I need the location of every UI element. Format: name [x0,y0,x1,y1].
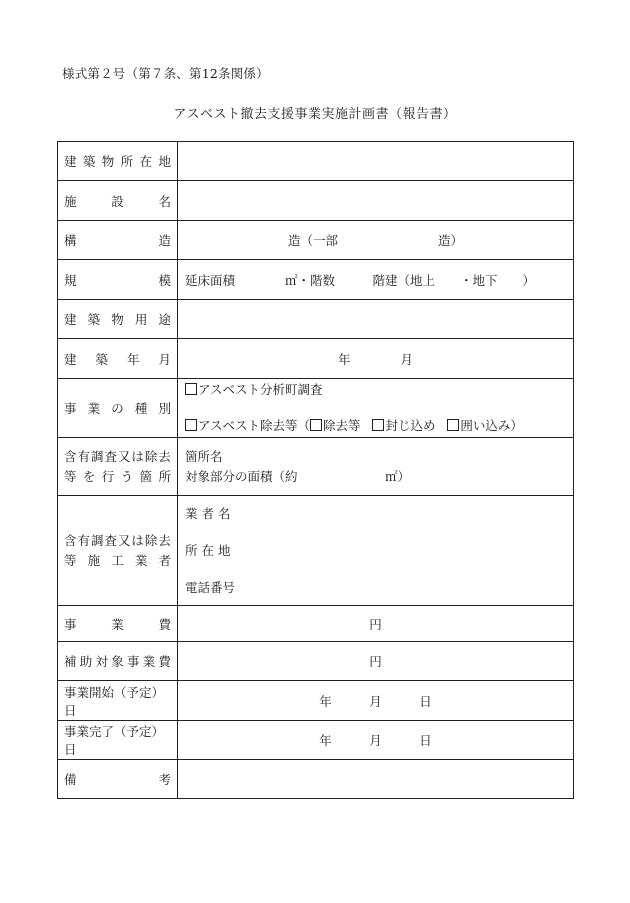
label-char: 考 [158,772,171,787]
label-char: 者 [158,552,171,568]
option-asbestos-survey-label: アスベスト分析町調査 [198,382,323,397]
label-remarks [58,760,178,799]
label-char: 別 [158,401,171,416]
label-text [64,467,171,487]
work-location-name: 箇所名 [185,448,223,464]
label-text [64,447,171,467]
checkbox-icon[interactable] [185,383,197,395]
row-structure [58,221,574,260]
label-char: 工 [111,552,124,568]
label-char: 費 [158,616,171,632]
field-subsidy-cost[interactable]: 円 [178,642,574,681]
field-scale[interactable]: 延床面積 ㎡・階数 階建（地上 ・地下 ） [178,260,574,300]
document-title: アスベスト撤去支援事業実施計画書（報告書） [173,107,457,122]
label-text [64,615,171,633]
label-char: 箇 [139,468,153,484]
label-char: 業 [134,552,148,568]
option-removal-prefix: アスベスト除去等（ [198,418,311,433]
field-project-cost[interactable]: 円 [178,606,574,642]
field-contractor[interactable] [178,496,574,606]
contractor-name-label: 業 者 名 [185,506,231,521]
application-form-table [57,141,574,799]
label-text [64,551,171,571]
field-building-use[interactable] [178,300,574,339]
label-end-date [58,721,178,760]
label-char: 築 [82,154,96,169]
label-char: 種 [134,401,148,416]
label-start-date [58,681,178,721]
option-asbestos-removal[interactable] [185,417,573,435]
label-char: を [82,468,96,484]
label-char: 象 [111,654,124,669]
label-text [64,770,171,788]
label-char: 設 [111,193,124,209]
label-char: 事 [64,616,77,632]
label-work-location [58,438,178,496]
label-char: 含 [64,448,77,464]
label-char: 造 [158,233,171,248]
label-char: 建 [64,312,77,327]
label-char: 施 [87,552,101,568]
label-char: う [120,468,134,484]
label-char: 事 [126,654,140,669]
label-char: 助 [79,654,93,669]
label-char: 築 [87,312,101,327]
label-text [64,152,171,170]
label-char: 物 [101,154,115,169]
label-building-use [58,300,178,339]
label-char: 除 [144,448,158,464]
label-char: 含 [64,532,77,548]
label-char: 名 [158,193,171,209]
label-char: 有 [77,448,90,464]
label-structure [58,221,178,260]
label-char: 物 [111,312,124,327]
label-text [64,192,171,210]
label-char: 行 [101,468,115,484]
label-text [64,231,171,249]
label-char: 建 [64,351,77,367]
row-scale [58,260,574,300]
label-char: 建 [64,154,77,169]
label-char: は [131,532,144,548]
label-building-location [58,142,178,181]
label-char: 構 [64,233,77,248]
row-construction-date [58,339,574,379]
label-char: 調 [90,532,104,548]
label-char: 除 [144,532,158,548]
checkbox-icon[interactable] [185,419,197,431]
label-char: 業 [142,654,156,669]
label-start-date-text: 事業開始（予定）日 [64,684,165,718]
label-project-cost [58,606,178,642]
row-subsidy-cost [58,642,574,681]
label-char: 規 [64,272,77,288]
row-building-location [58,142,574,181]
field-remarks[interactable] [178,760,574,799]
checkbox-icon[interactable] [447,419,459,431]
label-char: 模 [158,272,171,288]
option-encapsulation-label: 囲い込み） [460,418,523,433]
row-remarks [58,760,574,799]
label-char: 去 [158,532,171,548]
label-char: 事 [64,401,77,416]
label-char: 施 [64,193,77,209]
label-char: 査 [104,532,117,548]
row-contractor [58,496,574,606]
label-char: 在 [139,154,153,169]
label-char: 用 [134,312,148,327]
checkbox-icon[interactable] [372,419,384,431]
field-building-location[interactable] [178,142,574,181]
label-char: 所 [120,154,134,169]
label-text [64,350,171,368]
label-project-type [58,379,178,438]
field-facility-name[interactable] [178,181,574,221]
label-char: 等 [64,552,77,568]
checkbox-icon[interactable] [310,419,322,431]
label-char: 業 [87,401,101,416]
row-start-date [58,681,574,721]
label-scale [58,260,178,300]
label-char: 又 [117,448,131,464]
label-char: は [131,448,144,464]
option-asbestos-survey[interactable] [185,381,573,399]
label-text [64,531,171,551]
label-char: 途 [158,312,171,327]
option-removal-label: 除去等 [323,418,361,433]
label-char: 年 [126,351,140,367]
label-char: 地 [158,154,171,169]
label-subsidy-cost [58,642,178,681]
label-char: 築 [95,351,108,367]
field-end-date[interactable]: 年 月 日 [178,721,574,760]
label-text [64,271,171,289]
work-location-area: 対象部分の面積（約 ㎡） [185,468,411,484]
option-enclosure-label: 封じ込め [385,418,436,433]
label-end-date-text: 事業完了（予定）日 [64,724,165,757]
row-building-use [58,300,574,339]
label-char: の [111,401,124,416]
label-construction-date [58,339,178,379]
row-work-location [58,438,574,496]
label-char: 費 [158,654,171,669]
label-char: 業 [111,616,124,632]
contractor-address-label: 所 在 地 [185,543,231,558]
contractor-phone-label: 電話番号 [185,580,236,595]
field-work-location[interactable] [178,438,574,496]
row-project-cost [58,606,574,642]
field-start-date[interactable]: 年 月 日 [178,681,574,721]
label-char: 等 [64,468,77,484]
label-contractor [58,496,178,606]
label-char: 対 [95,654,108,669]
label-char: 有 [77,532,90,548]
label-char: 又 [117,532,131,548]
label-char: 備 [64,772,77,787]
label-facility-name [58,181,178,221]
label-char: 補 [64,654,77,669]
label-text [64,399,171,417]
form-reference: 様式第２号（第７条、第12条関係） [62,66,269,81]
label-text [64,310,171,328]
field-project-type [178,379,574,438]
field-structure[interactable]: 造（一部 造） [178,221,574,260]
label-text [64,652,171,670]
label-char: 月 [158,351,171,367]
label-char: 所 [158,468,171,484]
label-char: 去 [158,448,171,464]
row-project-type [58,379,574,438]
label-char: 査 [104,448,117,464]
row-facility-name [58,181,574,221]
row-end-date [58,721,574,760]
label-char: 調 [90,448,104,464]
field-construction-date[interactable]: 年 月 [178,339,574,379]
